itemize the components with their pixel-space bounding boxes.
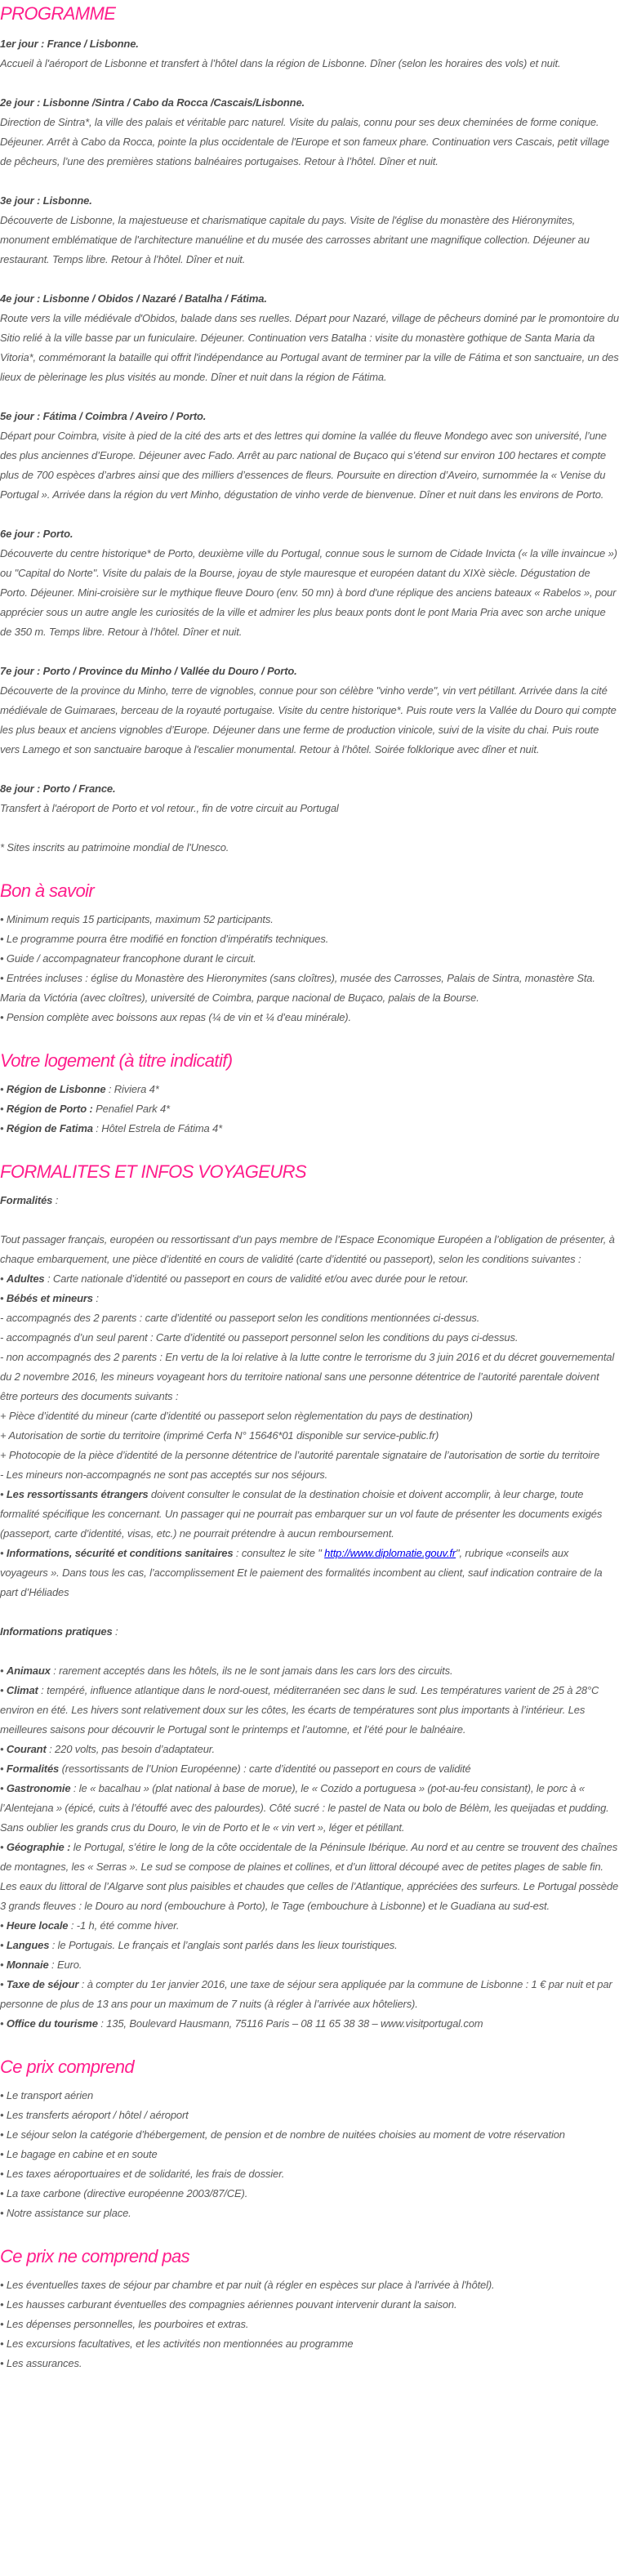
text-segment: • — [0, 1665, 7, 1677]
bold-label: Monnaie — [6, 1959, 49, 1971]
day-description: Direction de Sintra*, la ville des palais et véritable parc naturel. Visite du palais, connu pour ses deux cheminées de forme conique. Déjeuner. Arrêt à Cabo da Rocca, pointe la plus occidentale de l'Europe et son fameux phare. Continuation vers Cascais, petit village de pêcheurs, l’une des premières stations balnéaires portugaises. Retour à l’hôtel. Dîner et nuit. — [0, 116, 610, 167]
text-segment: • — [0, 1782, 7, 1794]
text-segment: • — [0, 1292, 7, 1304]
day-description: Accueil à l'aéroport de Lisbonne et transfert à l’hôtel dans la région de Lisbonne. Dîner (selon les horaires des vols) et nuit. — [0, 57, 561, 69]
text-segment: : Riviera 4* — [105, 1083, 159, 1095]
text-line — [0, 1099, 619, 1119]
section-heading: Ce prix comprend — [0, 2057, 135, 2077]
text-segment: : consultez le site " — [233, 1547, 325, 1559]
bold-label: Région de Lisbonne — [6, 1083, 106, 1095]
text-segment: • Les hausses carburant éventuelles des compagnies aériennes pouvant intervenir durant la saison. — [0, 2298, 457, 2311]
text-segment: le Portugal, s’étire le long de la côte occidentale de la Péninsule Ibérique. Au nord et au centre se trouvent des chaînes de montagnes, les « Serras ». Le sud se compose de plaines et collines, et d’un littoral découpé avec de petites plages de sable fin. Les eaux du littoral de l’Algarve sont plus paisibles et chaudes que celles de l’Atlantique, appréciées des surfeurs. Le Portugal possède 3 grands fleuves : le Douro au nord (embouchure à Porto), le Tage (embouchure à Lisbonne) et le Guadiana au sud-est. — [0, 1841, 619, 1912]
day-block — [0, 191, 619, 270]
bold-label: Office du tourisme — [6, 2017, 98, 2030]
day-title: 3e jour : Lisbonne. — [0, 194, 92, 207]
text-segment: + Pièce d’identité du mineur (carte d’identité ou passeport selon règlementation du pays de destination) — [0, 1410, 473, 1422]
bold-label: Informations, sécurité et conditions sanitaires — [6, 1547, 234, 1559]
section-heading: Bon à savoir — [0, 880, 95, 901]
text-line — [0, 2125, 619, 2145]
day-description: Découverte de Lisbonne, la majestueuse et charismatique capitale du pays. Visite de l'église du monastère des Hiéronymites, monument emblématique de l'architecture manuéline et du musée des carrosses abritant une magnifique collection. Déjeuner au restaurant. Temps libre. Retour à l’hôtel. Dîner et nuit. — [0, 214, 590, 265]
section — [0, 1160, 619, 2034]
day-block — [0, 407, 619, 505]
text-line — [0, 1406, 619, 1426]
paragraph-block — [0, 910, 619, 1027]
section-heading: PROGRAMME — [0, 3, 116, 24]
text-segment: • Les taxes aéroportuaires et de solidarité, les frais de dossier. — [0, 2168, 285, 2180]
text-segment: • — [0, 1919, 7, 1932]
text-line — [0, 1975, 619, 2014]
text-line — [0, 2204, 619, 2223]
text-line — [0, 2086, 619, 2106]
text-line — [0, 1119, 619, 1139]
section — [0, 1049, 619, 1139]
day-title: 8e jour : Porto / France. — [0, 782, 116, 795]
paragraph-block — [0, 1622, 619, 1642]
bold-label: Taxe de séjour — [6, 1978, 79, 1990]
text-segment: (ressortissants de l’Union Européenne) : carte d’identité ou passeport en cours de validité — [59, 1763, 471, 1775]
section-heading: Votre logement (à titre indicatif) — [0, 1050, 233, 1071]
day-title: 4e jour : Lisbonne / Obidos / Nazaré / Batalha / Fátima. — [0, 292, 267, 305]
text-line — [0, 2106, 619, 2125]
text-segment: : le « bacalhau » (plat national à base de morue), le « Cozido a portuguesa » (pot-au-feu consistant), le porc à « l’Alentejana » (épicé, cuits à l’étouffé avec des palourdes). Côté sucré : le pastel de Nata ou bolo de Bélèm, les queijadas et pudding. Sans oublier les grands crus du Douro, le vin de Porto et le « vin vert », léger et pétillant. — [0, 1782, 609, 1834]
text-segment: • Notre assistance sur place. — [0, 2207, 131, 2219]
day-description: Découverte de la province du Minho, terre de vignobles, connue pour son célèbre "vinho verde", vin vert pétillant. Arrivée dans la cité médiévale de Guimaraes, berceau de la royauté portugaise. Visite du centre historique*. Puis route vers la Vallée du Douro qui compte les plus beaux et anciens vignobles d’Europe. Déjeuner dans une ferme de production vinicole, suivi de la visite du chai. Puis route vers Lamego et son sanctuaire baroque à l'escalier monumental. Retour à l’hôtel. Soirée folklorique avec dîner et nuit. — [0, 684, 617, 755]
bold-label: Formalités — [0, 1194, 53, 1206]
text-line — [0, 1289, 619, 1308]
paragraph-block — [0, 1230, 619, 1602]
text-line — [0, 1759, 619, 1779]
text-line — [0, 1740, 619, 1759]
text-segment: • — [0, 1959, 7, 1971]
bold-label: Animaux — [6, 1665, 51, 1677]
text-segment: • — [0, 1083, 7, 1095]
text-segment: • Les transferts aéroport / hôtel / aéroport — [0, 2109, 189, 2121]
text-line — [0, 1191, 619, 1210]
bold-label: Bébés et mineurs — [6, 1292, 93, 1304]
text-line — [0, 2295, 619, 2315]
text-segment: • Le programme pourra être modifié en fonction d’impératifs techniques. — [0, 933, 329, 945]
text-line — [0, 1916, 619, 1936]
text-segment: • — [0, 1684, 7, 1696]
paragraph-block — [0, 2275, 619, 2373]
text-segment: • — [0, 1763, 7, 1775]
bold-label: Géographie : — [6, 1841, 71, 1853]
bold-label: Les ressortissants étrangers — [6, 1488, 149, 1500]
text-segment: + Autorisation de sortie du territoire (imprimé Cerfa N° 15646*01 disponible sur service-public.fr) — [0, 1429, 439, 1442]
bold-label: Informations pratiques — [0, 1625, 113, 1638]
text-line — [0, 2354, 619, 2373]
paragraph-block — [0, 1661, 619, 2034]
text-segment: : à compter du 1er janvier 2016, une taxe de séjour sera appliquée par la commune de Lisbonne : 1 € par nuit et par personne de plus de 13 ans pour un maximum de 7 nuits (à régler à l’arrivée aux hôteliers). — [0, 1978, 612, 2010]
day-description: Route vers la ville médiévale d'Obidos, balade dans ses ruelles. Départ pour Nazaré, village de pêcheurs dominé par le promontoire du Sitio relié à la ville basse par un funiculaire. Déjeuner. Continuation vers Batalha : visite du monastère gothique de Santa Maria da Vitoria*, commémorant la bataille qui offrit l'indépendance au Portugal avant de terminer par la ville de Fátima et son sanctuaire, un des lieux de pèlerinage les plus visités au monde. Dîner et nuit dans la région de Fátima. — [0, 312, 619, 383]
text-segment: • Le transport aérien — [0, 2089, 94, 2101]
text-segment: • — [0, 1547, 7, 1559]
text-segment: • Les excursions facultatives, et les activités non mentionnées au programme — [0, 2338, 354, 2350]
bold-label: Formalités — [6, 1763, 60, 1775]
day-description: Transfert à l'aéroport de Porto et vol retour., fin de votre circuit au Portugal — [0, 802, 339, 814]
text-line — [0, 2275, 619, 2295]
text-segment: • Minimum requis 15 participants, maximum 52 participants. — [0, 913, 274, 925]
text-line — [0, 1008, 619, 1027]
text-segment: : — [92, 1292, 99, 1304]
text-segment: - accompagnés des 2 parents : carte d’identité ou passeport selon les conditions mentionnées ci-dessus. — [0, 1312, 480, 1324]
text-segment: • — [0, 1488, 7, 1500]
text-segment: : Hôtel Estrela de Fátima 4* — [92, 1122, 223, 1134]
bold-label: Courant — [6, 1743, 47, 1755]
day-block — [0, 662, 619, 760]
text-line — [0, 2014, 619, 2034]
text-line — [0, 1269, 619, 1289]
day-description: Découverte du centre historique* de Porto, deuxième ville du Portugal, connue sous le surnom de Cidade Invicta (« la ville invaincue ») ou "Capital do Norte". Visite du palais de la Bourse, joyau de style mauresque et européen datant du XIXè siècle. Dégustation de Porto. Déjeuner. Mini-croisière sur le mythique fleuve Douro (env. 50 mn) à bord d'une réplique des anciens bateaux « Rabelos », pour apprécier sous un autre angle les curiosités de la ville et admirer les plus beaux ponts dont le pont Maria Pria avec son arche unique de 350 m. Temps libre. Retour à l’hôtel. Dîner et nuit. — [0, 547, 617, 638]
text-segment: + Photocopie de la pièce d’identité de la personne détentrice de l’autorité parentale signataire de l’autorisation de sortie du territoire — [0, 1449, 600, 1461]
text-segment: : tempéré, influence atlantique dans le nord-ouest, méditerranéen sec dans le sud. Les températures varient de 25 à 28°C environ en été. Les hivers sont relativement doux sur les côtes, les écarts de températures sont plus importants à l’intérieur. Les meilleures saisons pour découvrir le Portugal sont le printemps et l’automne, et l’été pour le balnéaire. — [0, 1684, 599, 1736]
day-block — [0, 93, 619, 172]
paragraph-block — [0, 1080, 619, 1139]
text-line — [0, 1661, 619, 1681]
text-segment: • Le bagage en cabine et en soute — [0, 2148, 158, 2160]
text-segment: : 220 volts, pas besoin d’adaptateur. — [46, 1743, 215, 1755]
day-block — [0, 524, 619, 642]
text-line — [0, 1446, 619, 1465]
text-segment: • — [0, 1743, 7, 1755]
text-segment: Penafiel Park 4* — [92, 1103, 170, 1115]
text-segment: : -1 h, été comme hiver. — [68, 1919, 180, 1932]
text-segment: * Sites inscrits au patrimoine mondial de l'Unesco. — [0, 841, 229, 853]
text-segment: : Carte nationale d’identité ou passeport en cours de validité et/ou avec durée pour le retour. — [44, 1272, 469, 1285]
day-block — [0, 34, 619, 74]
text-line — [0, 1328, 619, 1348]
text-line — [0, 1465, 619, 1485]
text-segment: • Les dépenses personnelles, les pourboires et extras. — [0, 2318, 249, 2330]
bold-label: Gastronomie — [6, 1782, 71, 1794]
text-segment: • Pension complète avec boissons aux repas (¼ de vin et ¼ d’eau minérale). — [0, 1011, 351, 1023]
text-segment: • Le séjour selon la catégorie d’hébergement, de pension et de nombre de nuitées choisies au moment de votre réservation — [0, 2128, 565, 2141]
text-segment: : — [52, 1194, 59, 1206]
text-segment: • Entrées incluses : église du Monastère des Hieronymites (sans cloîtres), musée des Carrosses, Palais de Sintra, monastère Sta. Maria da Victória (avec cloîtres), université de Coimbra, parque nacional de Buçaco, palais de la Bourse. — [0, 972, 595, 1004]
day-title: 2e jour : Lisbonne /Sintra / Cabo da Rocca /Cascais/Lisbonne. — [0, 96, 305, 109]
text-segment: : le Portugais. Le français et l’anglais sont parlés dans les lieux touristiques. — [49, 1939, 398, 1951]
text-segment: • Guide / accompagnateur francophone durant le circuit. — [0, 952, 256, 965]
text-line — [0, 2164, 619, 2184]
external-link[interactable]: http://www.diplomatie.gouv.fr — [324, 1547, 456, 1559]
text-line — [0, 1080, 619, 1099]
text-segment: • — [0, 1272, 7, 1285]
section — [0, 2055, 619, 2223]
text-segment: : — [112, 1625, 118, 1638]
day-block — [0, 289, 619, 387]
text-line — [0, 1544, 619, 1602]
section — [0, 879, 619, 1027]
text-line — [0, 1308, 619, 1328]
text-line — [0, 2334, 619, 2354]
paragraph-block — [0, 1191, 619, 1210]
text-segment: • Les assurances. — [0, 2357, 82, 2369]
day-description: Départ pour Coimbra, visite à pied de la cité des arts et des lettres qui domine la vallée du fleuve Mondego avec son université, l’une des plus anciennes d’Europe. Déjeuner avec Fado. Arrêt au parc national de Buçaco qui s’étend sur environ 100 hectares et compte plus de 700 espèces d’arbres ainsi que des milliers d’essences de fleurs. Poursuite en direction d’Aveiro, surnommée la « Venise du Portugal ». Arrivée dans la région du vert Minho, dégustation de vinho verde de bienvenue. Dîner et nuit dans les environs de Porto. — [0, 430, 607, 501]
text-line — [0, 838, 619, 858]
text-segment: - Les mineurs non-accompagnés ne sont pas acceptés sur nos séjours. — [0, 1468, 328, 1481]
text-segment: Tout passager français, européen ou ressortissant d’un pays membre de l’Espace Economique Européen a l’obligation de présenter, à chaque embarquement, une pièce d’identité en cours de validité (carte d’identité ou passeport), selon les conditions suivantes : — [0, 1233, 615, 1265]
bold-label: Heure locale — [6, 1919, 69, 1932]
paragraph-block — [0, 838, 619, 858]
bold-label: Adultes — [6, 1272, 45, 1285]
bold-label: Région de Fatima — [6, 1122, 93, 1134]
text-segment: • — [0, 1841, 7, 1853]
bold-label: Langues — [6, 1939, 50, 1951]
section-heading: Ce prix ne comprend pas — [0, 2246, 189, 2266]
text-line — [0, 929, 619, 949]
text-segment: • Les éventuelles taxes de séjour par chambre et par nuit (à régler en espèces sur place à l'arrivée à l'hôtel). — [0, 2279, 495, 2291]
section-heading: FORMALITES ET INFOS VOYAGEURS — [0, 1161, 307, 1182]
text-line — [0, 1622, 619, 1642]
text-line — [0, 2315, 619, 2334]
bold-label: Région de Porto : — [6, 1103, 93, 1115]
text-line — [0, 2184, 619, 2204]
text-segment: ", rubrique «conseils aux voyageurs ». Dans tous les cas, l’accomplissement Et le paiement des formalités incombent au client, sauf indication contraire de la part d’Héliades — [0, 1547, 603, 1598]
text-line — [0, 1681, 619, 1740]
text-line — [0, 1955, 619, 1975]
text-line — [0, 1485, 619, 1544]
text-segment: doivent consulter le consulat de la destination choisie et doivent accomplir, à leur charge, toute formalité spécifique les concernant. Un passager qui ne pourrait pas embarquer sur un vol faute de présenter les documents exigés (passeport, carte d’identité, visas, etc.) ne pourrait prétendre à aucun remboursement. — [0, 1488, 603, 1540]
text-line — [0, 949, 619, 969]
paragraph-block — [0, 2086, 619, 2223]
text-segment: : 135, Boulevard Hausmann, 75116 Paris – 08 11 65 38 38 – www.visitportugal.com — [97, 2017, 483, 2030]
text-segment: • La taxe carbone (directive européenne 2003/87/CE). — [0, 2187, 248, 2199]
text-line — [0, 910, 619, 929]
section — [0, 2244, 619, 2373]
text-line — [0, 2145, 619, 2164]
text-segment: : rarement acceptés dans les hôtels, ils ne le sont jamais dans les cars lors des circuits. — [50, 1665, 453, 1677]
day-title: 7e jour : Porto / Province du Minho / Vallée du Douro / Porto. — [0, 665, 297, 677]
text-segment: - non accompagnés des 2 parents : En vertu de la loi relative à la lutte contre le terrorisme du 3 juin 2016 et du décret gouvernemental du 2 novembre 2016, les mineurs voyageant hors du territoire national sans une personne détentrice de l’autorité parentale doivent être porteurs des documents suivants : — [0, 1351, 615, 1402]
text-line — [0, 1426, 619, 1446]
text-line — [0, 1348, 619, 1406]
text-line — [0, 969, 619, 1008]
text-segment: : Euro. — [48, 1959, 82, 1971]
section — [0, 2, 619, 858]
text-segment: - accompagnés d’un seul parent : Carte d’identité ou passeport personnel selon les conditions du pays ci-dessus. — [0, 1331, 519, 1344]
text-line — [0, 1779, 619, 1838]
text-segment: • — [0, 1939, 7, 1951]
day-title: 6e jour : Porto. — [0, 528, 73, 540]
text-segment: • — [0, 2017, 7, 2030]
day-title: 1er jour : France / Lisbonne. — [0, 38, 139, 50]
text-segment: • — [0, 1122, 7, 1134]
bold-label: Climat — [6, 1684, 38, 1696]
day-block — [0, 779, 619, 818]
text-line — [0, 1230, 619, 1269]
text-line — [0, 1936, 619, 1955]
text-segment: • — [0, 1103, 7, 1115]
day-title: 5e jour : Fátima / Coimbra / Aveiro / Porto. — [0, 410, 207, 422]
text-line — [0, 1838, 619, 1916]
text-segment: • — [0, 1978, 7, 1990]
